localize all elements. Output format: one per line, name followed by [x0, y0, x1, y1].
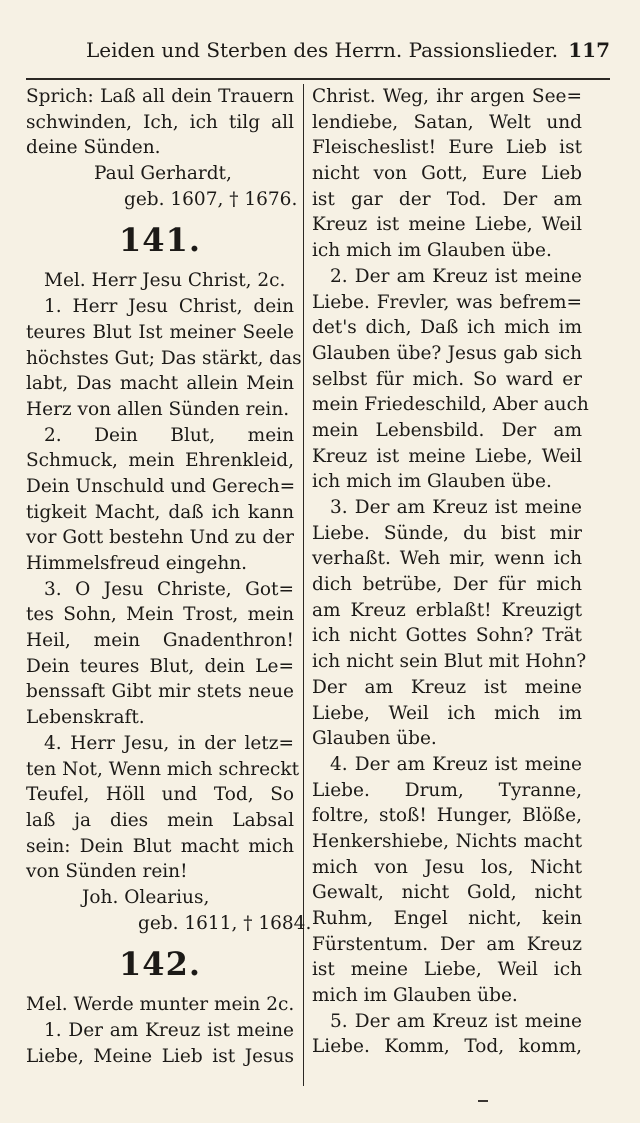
- hymn-142-line: lendiebe, Satan, Welt und: [312, 111, 582, 133]
- hymn-141-line: höchstes Gut; Das stärkt, das: [26, 347, 302, 369]
- running-header: [28, 34, 610, 66]
- hymn-142-line: Fürstentum. Der am Kreuz: [312, 933, 582, 955]
- hymn-142-line: verhaßt. Weh mir, wenn ich: [312, 548, 582, 570]
- hymn-142-line: Liebe. Drum, Tyranne,: [312, 779, 582, 801]
- prev-hymn-line: Sprich: Laß all dein Trauern: [26, 86, 294, 107]
- hymn-142-line: Liebe. Sünde, du bist mir: [312, 522, 582, 544]
- hymn-141-line: tigkeit Macht, daß ich kann: [26, 501, 294, 523]
- hymn-142-line: ich mich im Glauben übe.: [312, 240, 552, 262]
- hymn-141-line: 4. Herr Jesu, in der letz=: [44, 732, 294, 754]
- hymn-142-line: Der am Kreuz ist meine: [312, 676, 582, 698]
- hymn-142-line: Fleischeslist! Eure Lieb ist: [312, 137, 582, 159]
- hymn-142-line: ist meine Liebe, Weil ich: [312, 959, 582, 981]
- hymn-142-line: 1. Der am Kreuz ist meine: [44, 1020, 294, 1041]
- prev-hymn-line: schwinden, Ich, ich tilg all: [26, 111, 294, 133]
- hymn-141-line: Dein Unschuld und Gerech=: [26, 475, 296, 497]
- hymn-142-line: mich von Jesu los, Nicht: [312, 856, 582, 878]
- hymn-142-line: Ruhm, Engel nicht, kein: [312, 908, 582, 929]
- left-column: [26, 84, 312, 1069]
- hymn-141-line: teures Blut Ist meiner Seele: [26, 321, 294, 343]
- hymn-141-line: labt, Das macht allein Mein: [26, 373, 294, 395]
- hymn-142-line: mich im Glauben übe.: [312, 985, 518, 1007]
- hymn-142-line: selbst für mich. So ward er: [312, 368, 582, 390]
- hymn-141-line: 1. Herr Jesu Christ, dein: [44, 296, 294, 318]
- hymn-142-line: mein Lebensbild. Der am: [312, 419, 582, 441]
- hymn-142-line: 4. Der am Kreuz ist meine: [330, 753, 582, 775]
- footer-dash: [478, 1100, 488, 1102]
- hymn-142-line: Kreuz ist meine Liebe, Weil: [312, 214, 582, 236]
- prev-hymn-dates: geb. 1607, † 1676.: [124, 188, 298, 210]
- prev-hymn-author: Paul Gerhardt,: [94, 163, 232, 185]
- hymn-142-line: Liebe. Komm, Tod, komm,: [312, 1036, 582, 1058]
- hymn-141-line: Teufel, Höll und Tod, So: [26, 784, 294, 806]
- hymn-142-line: mein Friedeschild, Aber auch: [312, 394, 589, 416]
- hymn-142-line: Gewalt, nicht Gold, nicht: [312, 882, 582, 904]
- hymn-141-line: sein: Dein Blut macht mich: [26, 835, 294, 857]
- hymn-141-line: Heil, mein Gnadenthron!: [26, 630, 294, 652]
- hymn-142-line: Kreuz ist meine Liebe, Weil: [312, 445, 582, 467]
- hymn-141-line: tes Sohn, Mein Trost, mein: [26, 604, 294, 626]
- hymn-141-line: laß ja dies mein Labsal: [26, 809, 294, 831]
- hymn-142-line: 3. Der am Kreuz ist meine: [330, 497, 582, 518]
- hymn-141-line: Herz von allen Sünden rein.: [26, 398, 290, 420]
- hymn-141-line: ten Not, Wenn mich schreckt: [26, 758, 300, 780]
- hymn-142-line: foltre, stoß! Hunger, Blöße,: [312, 805, 582, 827]
- hymn-141-line: von Sünden rein!: [26, 861, 188, 883]
- hymn-142-line: Glauben übe.: [312, 728, 437, 750]
- hymn-141-line: vor Gott bestehn Und zu der: [26, 527, 294, 549]
- right-column: [312, 84, 589, 1060]
- hymn-142-line: 2. Der am Kreuz ist meine: [330, 265, 582, 287]
- hymn-141-author: Joh. Olearius,: [82, 886, 210, 908]
- hymn-141-line: benssaft Gibt mir stets neue: [26, 681, 294, 703]
- hymn-141-line: 3. O Jesu Christe, Got=: [44, 578, 294, 600]
- hymn-141-line: Himmelsfreud eingehn.: [26, 553, 248, 574]
- hymn-142-line: am Kreuz erblaßt! Kreuzigt: [312, 599, 582, 621]
- header-rule: [26, 78, 610, 80]
- hymn-141-line: 2. Dein Blut, mein: [44, 424, 294, 446]
- hymn-141-line: Schmuck, mein Ehrenkleid,: [26, 450, 294, 472]
- hymn-142-line: nicht von Gott, Eure Lieb: [312, 163, 582, 185]
- hymn-number-141: 141.: [119, 221, 201, 260]
- hymn-142-line: Liebe, Meine Lieb ist Jesus: [26, 1045, 294, 1067]
- hymn-141-line: Dein teures Blut, dein Le=: [26, 655, 294, 677]
- hymn-142-line: Liebe. Frevler, was befrem=: [312, 291, 582, 313]
- hymn-141-melody: Mel. Herr Jesu Christ, 2c.: [44, 270, 286, 292]
- prev-hymn-line: deine Sünden.: [26, 137, 161, 159]
- hymn-142-line: ist gar der Tod. Der am: [312, 188, 582, 210]
- hymn-142-line: ich mich im Glauben übe.: [312, 471, 552, 493]
- hymn-141-line: Lebenskraft.: [26, 707, 145, 729]
- hymn-142-line: ich nicht Gottes Sohn? Trät: [312, 625, 582, 647]
- page-number: 117: [568, 38, 610, 62]
- hymn-142-line: Christ. Weg, ihr argen See=: [312, 86, 582, 107]
- hymn-number-142: 142.: [119, 945, 201, 984]
- hymn-142-line: Liebe, Weil ich mich im: [312, 702, 582, 724]
- hymn-142-melody: Mel. Werde munter mein 2c.: [26, 994, 295, 1016]
- hymn-142-line: det's dich, Daß ich mich im: [312, 317, 582, 339]
- hymn-141-dates: geb. 1611, † 1684.: [138, 912, 312, 934]
- hymn-142-line: 5. Der am Kreuz ist meine: [330, 1010, 582, 1032]
- running-title: Leiden und Sterben des Herrn. Passionslieder.: [86, 38, 559, 62]
- hymn-142-line: Henkershiebe, Nichts macht: [312, 830, 582, 852]
- hymn-142-line: dich betrübe, Der für mich: [312, 574, 582, 596]
- hymn-142-line: Glauben übe? Jesus gab sich: [312, 342, 582, 364]
- hymn-142-line: ich nicht sein Blut mit Hohn?: [312, 651, 587, 673]
